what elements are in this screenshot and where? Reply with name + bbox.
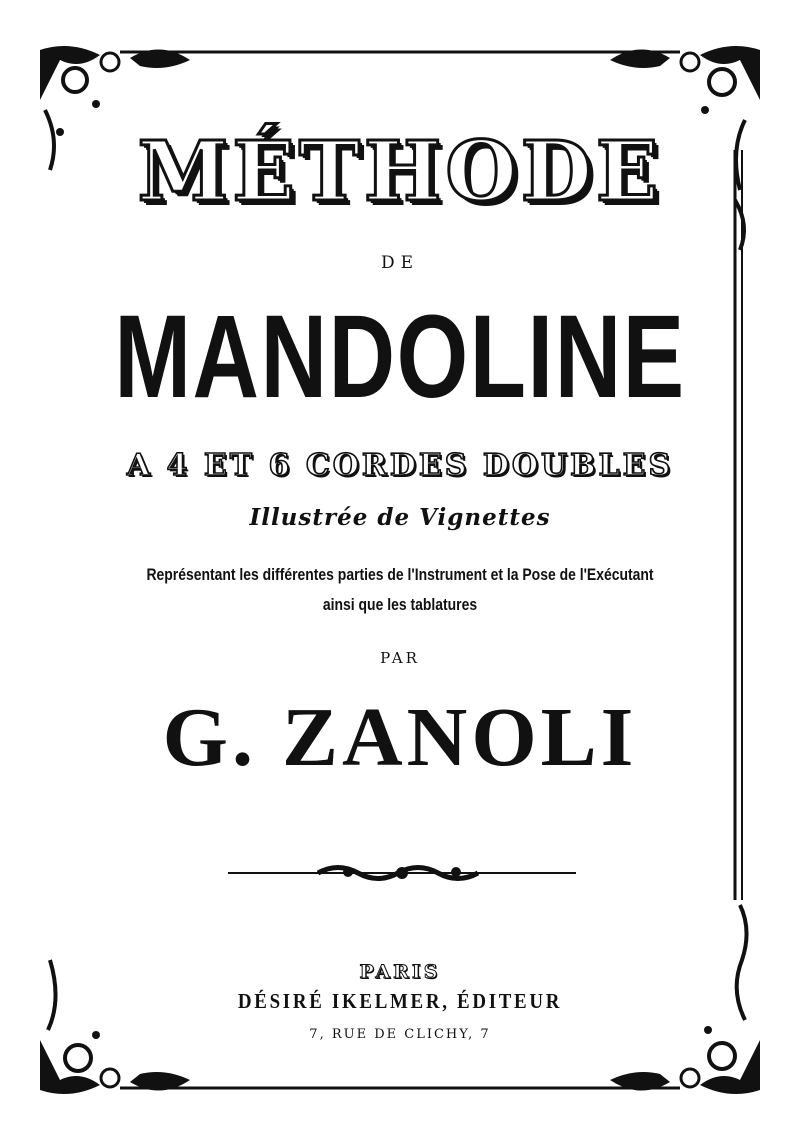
imprint-publisher: DÉSIRÉ IKELMER, ÉDITEUR [237,989,563,1013]
subtitle-cordes: A 4 ET 6 CORDES DOUBLES [126,448,674,483]
title-methode: MÉTHODE [137,124,663,220]
ornamental-rule-icon [228,858,576,888]
author-name: G. ZANOLI [162,691,638,784]
title-de: DE [380,253,420,273]
imprint-address: 7, RUE DE CLICHY, 7 [309,1027,491,1042]
description-line-2: ainsi que les tablatures [322,595,478,614]
par-label: PAR [380,649,420,667]
illustrated-line: Illustrée de Vignettes [249,504,551,531]
imprint-city: PARIS [359,961,441,983]
title-mandoline: MANDOLINE [114,291,686,423]
description-line-1: Représentant les différentes parties de l'Instrument et la Pose de l'Exécutant [146,565,654,584]
